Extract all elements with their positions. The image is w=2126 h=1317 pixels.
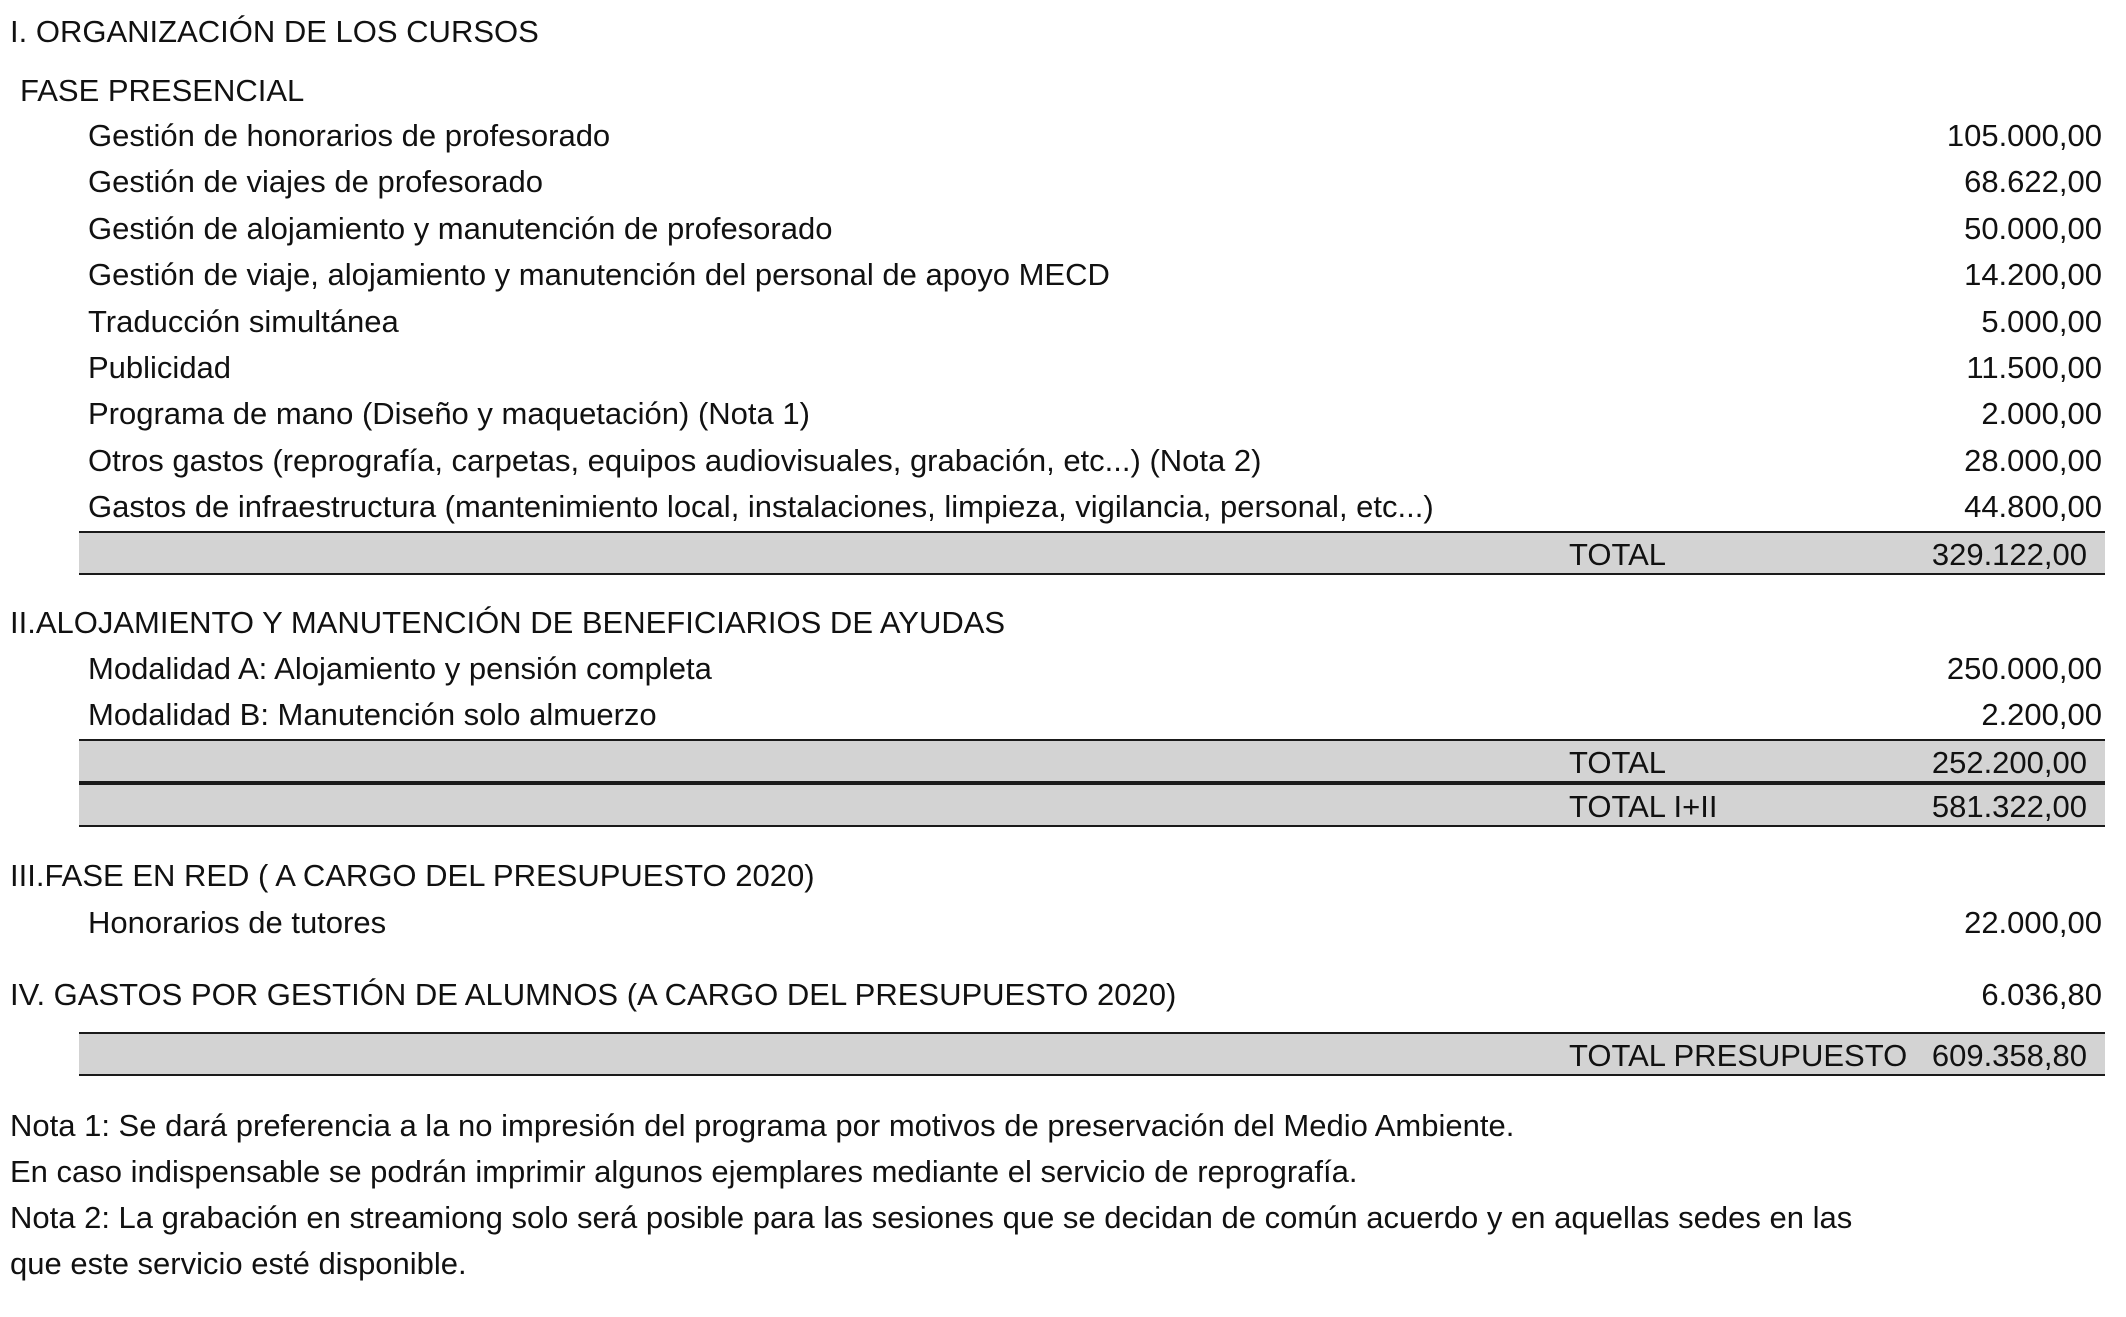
budget-item-amount: 50.000,00 (1964, 211, 2102, 246)
grand-total-row (79, 1032, 2105, 1076)
budget-item-amount: 2.000,00 (1981, 396, 2102, 431)
total-amount: 252.200,00 (1931, 745, 2087, 780)
section-2-title: II.ALOJAMIENTO Y MANUTENCIÓN DE BENEFICIARIOS DE AYUDAS (10, 605, 1006, 640)
note-1-continued: En caso indispensable se podrán imprimir algunos ejemplares mediante el servicio de reprografía. (10, 1154, 1358, 1189)
budget-item-label: Otros gastos (reprografía, carpetas, equipos audiovisuales, grabación, etc...) (Nota 2) (88, 443, 1262, 478)
note-1: Nota 1: Se dará preferencia a la no impresión del programa por motivos de preservación del Medio Ambiente. (10, 1108, 1515, 1143)
budget-item-amount: 28.000,00 (1964, 443, 2102, 478)
budget-item-label: Gestión de honorarios de profesorado (88, 118, 611, 153)
budget-item-label: Gestión de viaje, alojamiento y manutención del personal de apoyo MECD (88, 257, 1110, 292)
budget-item-amount: 250.000,00 (1946, 651, 2102, 686)
section-4-amount: 6.036,80 (1981, 977, 2102, 1012)
budget-item-amount: 105.000,00 (1946, 118, 2102, 153)
total-amount: 329.122,00 (1931, 537, 2087, 572)
total-label: TOTAL (1569, 537, 1667, 572)
section-1-total-row (79, 531, 2105, 575)
budget-item-amount: 68.622,00 (1964, 164, 2102, 199)
budget-item-label: Gastos de infraestructura (mantenimiento local, instalaciones, limpieza, vigilancia, personal, etc...) (88, 489, 1434, 524)
section-4-title: IV. GASTOS POR GESTIÓN DE ALUMNOS (A CARGO DEL PRESUPUESTO 2020) (10, 977, 1177, 1012)
note-2-continued: que este servicio esté disponible. (10, 1246, 467, 1281)
budget-item-label: Gestión de alojamiento y manutención de profesorado (88, 211, 833, 246)
budget-item-amount: 5.000,00 (1981, 304, 2102, 339)
budget-item-amount: 11.500,00 (1966, 350, 2102, 385)
budget-item-amount: 22.000,00 (1964, 905, 2102, 940)
grand-total-label: TOTAL PRESUPUESTO (1569, 1038, 1908, 1073)
section-1-title: I. ORGANIZACIÓN DE LOS CURSOS (10, 14, 539, 49)
grand-total-amount: 609.358,80 (1931, 1038, 2087, 1073)
budget-item-label: Modalidad A: Alojamiento y pensión completa (88, 651, 712, 686)
section-3-title: III.FASE EN RED ( A CARGO DEL PRESUPUESTO 2020) (10, 858, 815, 893)
budget-item-amount: 14.200,00 (1964, 257, 2102, 292)
total-i-ii-amount: 581.322,00 (1931, 789, 2087, 824)
total-i-ii-row (79, 783, 2105, 827)
section-2-total-row (79, 739, 2105, 783)
budget-item-label: Honorarios de tutores (88, 905, 387, 940)
note-2: Nota 2: La grabación en streamiong solo será posible para las sesiones que se decidan de común acuerdo y en aquellas sedes en las (10, 1200, 1853, 1235)
total-label: TOTAL (1569, 745, 1667, 780)
budget-item-amount: 44.800,00 (1964, 489, 2102, 524)
total-i-ii-label: TOTAL I+II (1569, 789, 1718, 824)
section-1-subtitle: FASE PRESENCIAL (20, 73, 305, 108)
budget-item-label: Traducción simultánea (88, 304, 399, 339)
budget-item-amount: 2.200,00 (1981, 697, 2102, 732)
budget-item-label: Modalidad B: Manutención solo almuerzo (88, 697, 657, 732)
budget-item-label: Programa de mano (Diseño y maquetación) (Nota 1) (88, 396, 810, 431)
budget-item-label: Gestión de viajes de profesorado (88, 164, 543, 199)
budget-item-label: Publicidad (88, 350, 232, 385)
